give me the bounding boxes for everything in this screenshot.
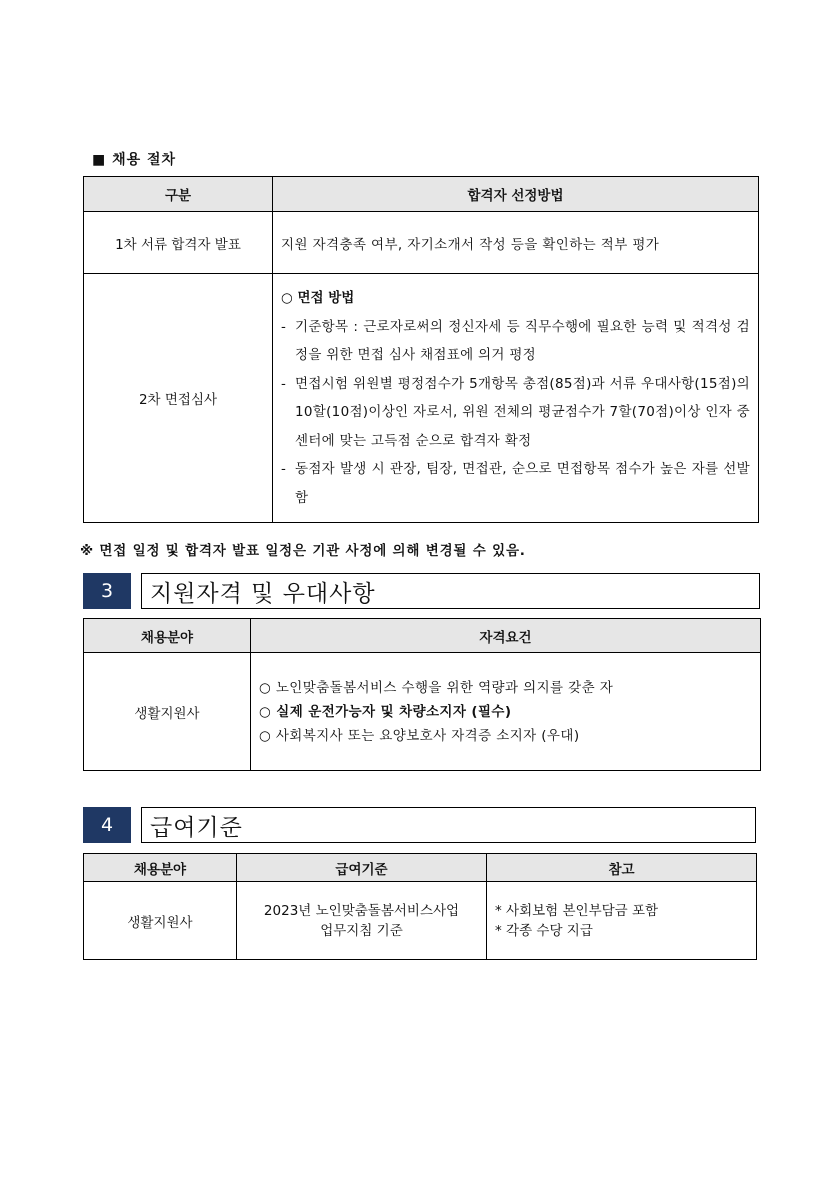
section-3-header (83, 573, 760, 609)
schedule-notice: ※ 면접 일정 및 합격자 발표 일정은 기관 사정에 의해 변경될 수 있음. (80, 543, 526, 559)
qualification-col-requirements: 자격요건 (251, 619, 761, 653)
salary-table (83, 853, 757, 960)
salary-col-standard: 급여기준 (237, 854, 487, 882)
qualification-requirements (251, 653, 761, 771)
salary-field: 생활지원사 (84, 882, 237, 960)
section-3-number: 3 (83, 573, 131, 609)
section-3-title: 지원자격 및 우대사항 (141, 573, 760, 609)
procedure-col-stage: 구분 (84, 177, 273, 212)
section-4-number: 4 (83, 807, 131, 843)
qualification-table (83, 618, 761, 771)
stage-1-method: 지원 자격충족 여부, 자기소개서 작성 등을 확인하는 적부 평가 (273, 212, 759, 274)
salary-standard-line: 업무지침 기준 (320, 922, 403, 939)
salary-notes (487, 882, 757, 960)
stage-2-method (273, 274, 759, 523)
salary-col-notes: 참고 (487, 854, 757, 882)
interview-item-text: 면접시험 위원별 평정점수가 5개항목 총점(85점)과 서류 우대사항(15점)의 10할(10점)이상인 자로서, 위원 전체의 평균점수가 7할(70점)이상 인자 중 센터에 맞는 고득점 순으로 합격자 확정 (295, 375, 750, 449)
salary-note-item: * 사회보험 본인부담금 포함 (495, 902, 659, 919)
procedure-col-method: 합격자 선정방법 (273, 177, 759, 212)
requirement-item: ○ 실제 운전가능자 및 차량소지자 (필수) (259, 703, 512, 720)
interview-item: - 면접시험 위원별 평정점수가 5개항목 총점(85점)과 서류 우대사항(15점)의 10할(10점)이상인 자로서, 위원 전체의 평균점수가 7할(70점)이상 인자 중 센터에 맞는 고득점 순으로 합격자 확정 (281, 370, 750, 456)
requirement-item: ○ 노인맞춤돌봄서비스 수행을 위한 역량과 의지를 갖춘 자 (259, 679, 614, 696)
qualification-field: 생활지원사 (84, 653, 251, 771)
salary-standard (237, 882, 487, 960)
requirement-item: ○ 사회복지사 또는 요양보호사 자격증 소지자 (우대) (259, 727, 580, 744)
interview-method-heading: ○ 면접 방법 (281, 290, 355, 306)
salary-col-field: 채용분야 (84, 854, 237, 882)
qualification-col-field: 채용분야 (84, 619, 251, 653)
section-4-header (83, 807, 756, 843)
stage-2-label: 2차 면접심사 (84, 274, 273, 523)
procedure-table (83, 176, 759, 523)
interview-item: - 동점자 발생 시 관장, 팀장, 면접관, 순으로 면접항목 점수가 높은 자를 선발함 (281, 455, 750, 512)
section-4-title: 급여기준 (141, 807, 756, 843)
salary-note-item: * 각종 수당 지급 (495, 922, 593, 939)
procedure-heading: ■ 채용 절차 (92, 152, 177, 168)
interview-item-text: 동점자 발생 시 관장, 팀장, 면접관, 순으로 면접항목 점수가 높은 자를 선발함 (295, 461, 750, 506)
salary-standard-line: 2023년 노인맞춤돌봄서비스사업 (263, 902, 460, 919)
stage-1-label: 1차 서류 합격자 발표 (84, 212, 273, 274)
interview-item-text: 기준항목 : 근로자로써의 정신자세 등 직무수행에 필요한 능력 및 적격성 검정을 위한 면접 심사 채점표에 의거 평정 (295, 318, 750, 363)
interview-item: - 기준항목 : 근로자로써의 정신자세 등 직무수행에 필요한 능력 및 적격성 검정을 위한 면접 심사 채점표에 의거 평정 (281, 313, 750, 370)
